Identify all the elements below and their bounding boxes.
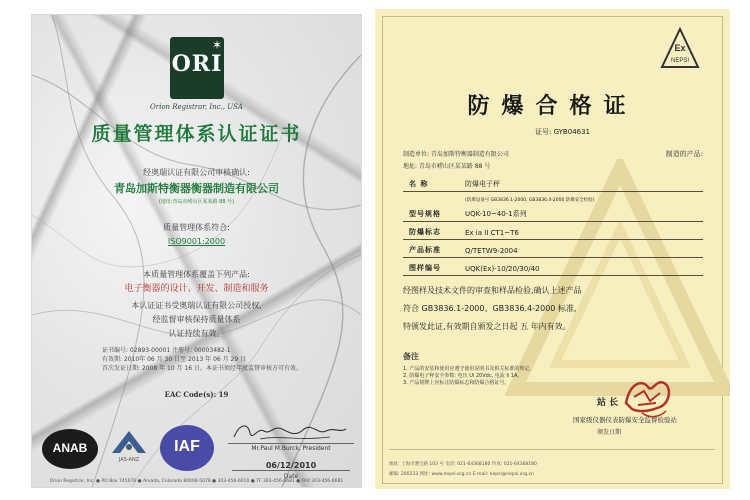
row-model: [403, 207, 703, 222]
issuing-organization: 国家级仪器仪表防爆安全监督检验站: [573, 416, 677, 424]
conformance-statement: 质量管理体系符合:: [163, 223, 230, 232]
date-label: Date: [283, 473, 299, 480]
notes-heading: 备注: [403, 352, 419, 361]
note-item: 1. 产品的安装和使用应遵守使用说明书及相关标准的规定。: [403, 366, 535, 372]
authorization-statement: 本认证证书受奥瑞认证有限公司授权,: [131, 301, 262, 310]
ex-triangle-icon: [660, 27, 700, 71]
signatory-name: Mr.Paul M.Burck, President: [228, 443, 354, 452]
explosion-proof-certificate: [375, 9, 730, 489]
company-name: 青岛加斯特衡器衡器制造有限公司: [114, 182, 279, 195]
registrar-caption: Orion Registrar, Inc., USA: [150, 103, 243, 111]
signing-date: 06/12/2010: [232, 461, 350, 471]
row-value: Ex ia II CT1~T6: [465, 229, 519, 237]
validity-statement: 认证持续有效。: [168, 329, 225, 338]
note-item: 3. 产品铭牌上应标注防爆标志和防爆合格证号。: [403, 380, 510, 386]
row-label: 名 称: [409, 180, 429, 188]
row-value: 防爆电子秤: [465, 180, 500, 188]
certificate-number: 证书编号: 02893-00001 注册号: 00003482-1: [102, 347, 231, 354]
footer-contact-2: 邮编: 200233 网址: www.nepsi.org.cn E-mail: nepsi@nepsi.org.cn: [389, 472, 534, 477]
row-value: UQK-10~40-1系列: [465, 210, 527, 218]
company-address: (地址:青岛市崂山区某某路 88 号): [158, 199, 235, 205]
row-ex-marking: [403, 225, 703, 240]
anab-logo-text: ANAB: [52, 441, 88, 455]
star-icon: ✶: [211, 38, 222, 52]
certificate-number: 证号: GYB04631: [535, 128, 591, 136]
surveillance-statement: 经监督审核保持质量体系: [152, 315, 241, 324]
audit-statement: 经奥瑞认证有限公司审核确认:: [143, 168, 250, 177]
certificate-title: 防爆合格证: [467, 94, 638, 119]
jasanz-mark-icon: [104, 427, 154, 457]
row-label: 防爆标志: [409, 228, 441, 236]
president-signature: [230, 419, 350, 443]
eac-code: EAC Code(s): 19: [164, 390, 229, 399]
ex-nepsi-logo: [660, 27, 700, 71]
ori-logo-text: ORI: [171, 51, 223, 77]
registrar-footer: Orion Registrar, Inc. ● PO Box 745078 ● Arvada, Colorado 80006-5078 ● 303-456-6010 ● TF 303-456-6681 ● FAX 303-456-6681: [49, 479, 344, 484]
certificate-title: 质量管理体系认证证书: [91, 123, 302, 145]
product-label: 制造的产品:: [665, 150, 703, 158]
standard-number: ISO9001:2000: [167, 237, 226, 246]
manufacturer-block: [403, 149, 703, 170]
row-value: UQK(Ex)-10/20/30/40: [465, 265, 540, 273]
svg-text:Ex: Ex: [674, 43, 686, 53]
row-note-text: (防爆设备号 GB3836.1-2000, GB3836.4-2000 防爆安全检验): [465, 198, 595, 203]
validity-period: 有效期: 2010年 06 月 30 日至 2013 年 06 月 29 日: [102, 356, 247, 363]
row-drawing-number: [403, 261, 703, 276]
quality-system-certificate: [31, 14, 362, 488]
anab-logo: [42, 429, 98, 469]
manufacturer-address: 地址: 青岛市崂山区某某路 88 号: [403, 163, 491, 170]
body-line-1: 经图样及技术文件的审查和样品检验,确认上述产品: [403, 286, 582, 295]
svg-text:NEPSI: NEPSI: [670, 58, 690, 64]
iaf-logo-text: IAF: [174, 438, 200, 455]
iaf-logo: [160, 425, 214, 471]
ori-logo: [170, 37, 224, 99]
footer-divider: [389, 449, 715, 450]
certification-scope: 电子衡器的设计、开发、制造和服务: [124, 284, 269, 294]
jasanz-logo: [104, 427, 154, 469]
row-note: [403, 195, 703, 205]
manufacturer-name: 制造单位: 青岛加斯特衡器制造有限公司: [403, 151, 509, 158]
note-item: 2. 防爆电子秤安全参数: 电压 Ui 20Vdc, 电流 Ii 1A。: [403, 373, 523, 379]
row-label: 图样编号: [409, 264, 441, 272]
row-product-standard: [403, 243, 703, 258]
body-line-2: 符合 GB3836.1-2000、GB3836.4-2000 标准,: [403, 304, 577, 313]
first-issue-date: 首次发证日期: 2008 年 10 月 16 日。本证书须经年度监督审核方可有效。: [102, 365, 303, 372]
scope-statement: 本质量管理体系覆盖下列产品:: [143, 270, 250, 279]
body-line-3: 特颁发此证,有效期自颁发之日起 五 年内有效。: [403, 322, 571, 331]
issue-date-label: 颁发日期: [597, 429, 622, 436]
row-label: 产品标准: [409, 246, 441, 254]
director-label: 站 长: [597, 398, 619, 408]
row-value: Q/TETW9-2004: [465, 247, 518, 255]
row-label: 型号规格: [409, 210, 441, 218]
certificate-fields: [102, 345, 322, 372]
row-product-name: [403, 177, 703, 192]
footer-contact-1: 地址: 上海市漕宝路 103 号 电话: 021-64368180 传真: 021-64368180: [389, 462, 537, 467]
jasanz-logo-text: JAS-ANZ: [118, 457, 140, 463]
